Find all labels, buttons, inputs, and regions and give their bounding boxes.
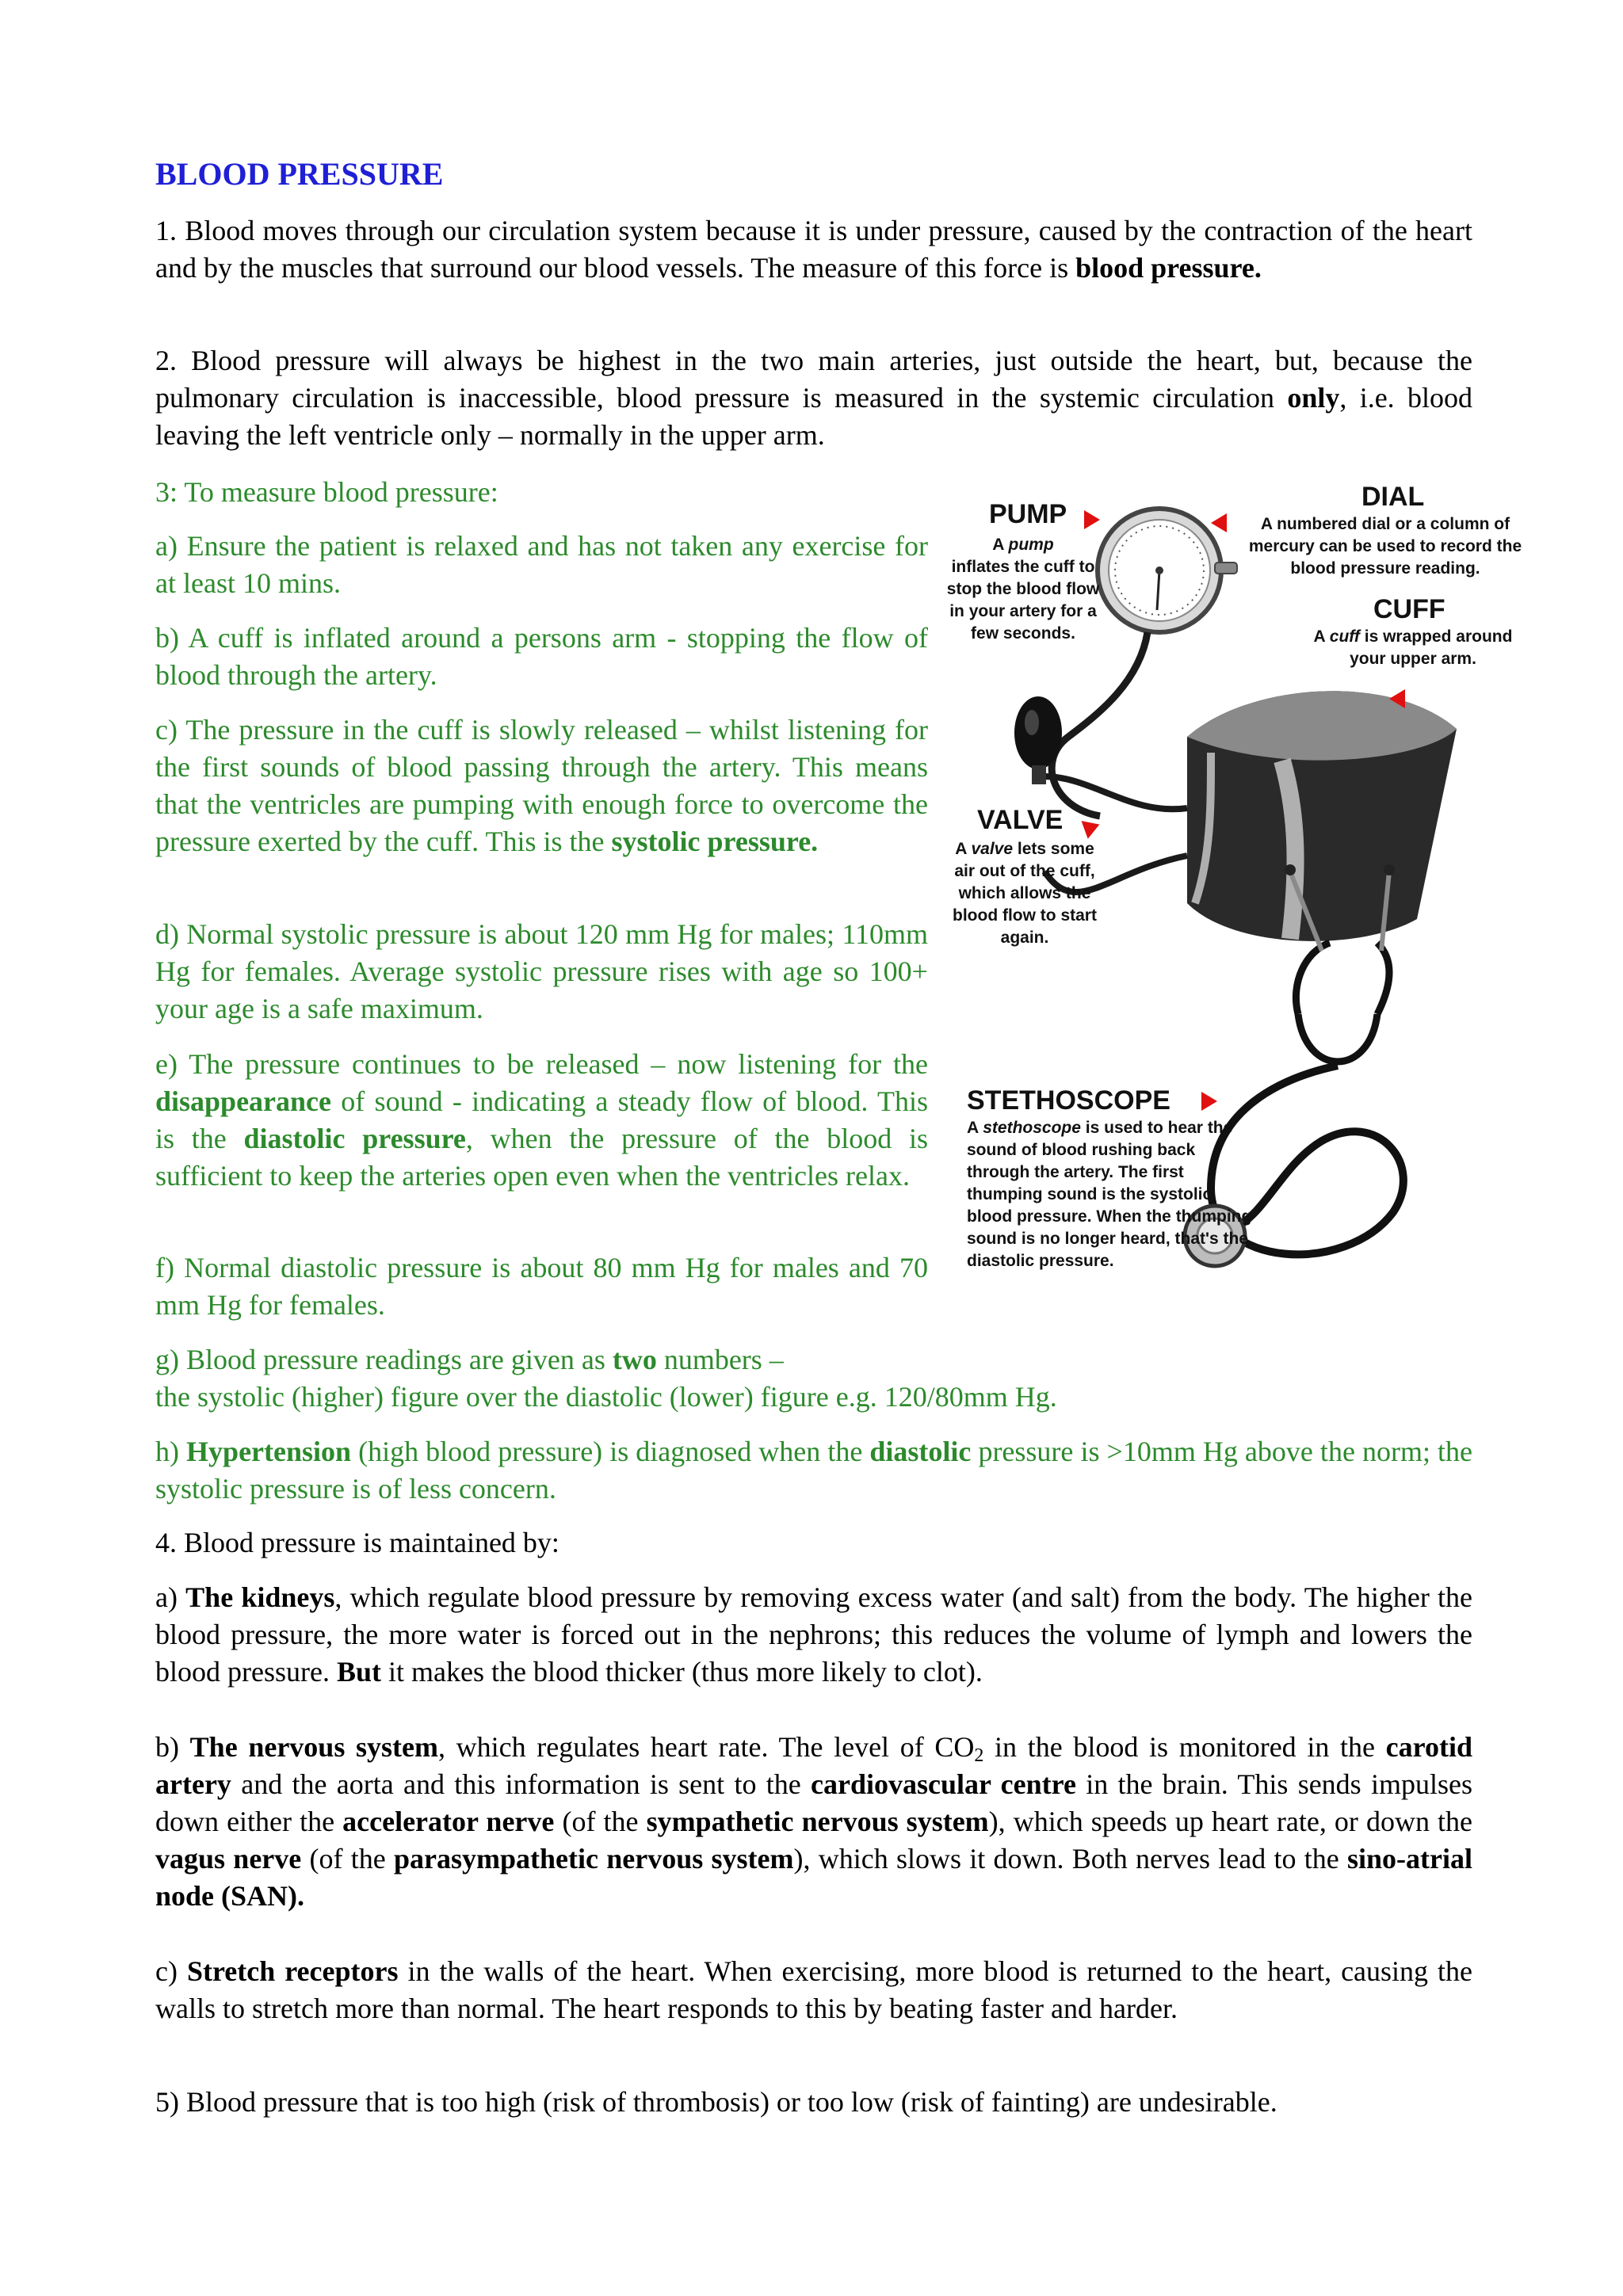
- dial-arrow-icon: [1211, 513, 1227, 532]
- bold-term: diastolic: [869, 1436, 972, 1467]
- bold-term: vagus nerve: [155, 1843, 302, 1875]
- dial-title: DIAL: [1361, 482, 1425, 512]
- bold-term: Stretch receptors: [186, 1955, 399, 1987]
- paragraph-4a: a) The kidneys, which regulate blood pressure by removing excess water (and salt) from the body. The higher the blood pressure, the more water is forced out in the nephrons; this reduces the volume of lymph and lowers the blood pressure. But it makes the blood thicker (thus more likely to clot).: [155, 1581, 1472, 1688]
- paragraph-1: 1. Blood moves through our circulation system because it is under pressure, caused by the contraction of the heart and by the muscles that surround our blood vessels. The measure of this force is blood pressure.: [155, 215, 1472, 284]
- page-title: BLOOD PRESSURE: [155, 156, 444, 192]
- paragraph-3f: f) Normal diastolic pressure is about 80 mm Hg for males and 70 mm Hg for females.: [155, 1252, 928, 1321]
- paragraph-3c: c) The pressure in the cuff is slowly released – whilst listening for the first sounds of blood passing through the artery. This means that the ventricles are pumping with enough force to overcome the pressure exerted by the cuff. This is the systolic pressure.: [155, 714, 928, 857]
- pump-title: PUMP: [989, 499, 1067, 529]
- bold-term: sino-atrial node (SAN).: [155, 1843, 1472, 1912]
- stethoscope-description: A stethoscope is used to hear the sound of blood rushing back through the artery. The first thumping sound is the systolic blood pressure. When the thumping sound is no longer heard, that's the diastolic pressure.: [967, 1119, 1252, 1270]
- cuff-icon: [1187, 691, 1457, 941]
- paragraph-3a: a) Ensure the patient is relaxed and has not taken any exercise for at least 10 mins.: [155, 530, 928, 599]
- stethoscope-title: STETHOSCOPE: [967, 1085, 1170, 1116]
- bold-term: systolic pressure.: [611, 826, 819, 857]
- bold-term: blood pressure.: [1075, 252, 1262, 284]
- paragraph-3d: d) Normal systolic pressure is about 120 mm Hg for males; 110mm Hg for females. Average systolic pressure rises with age so 100+ your age is a safe maximum.: [155, 918, 928, 1024]
- bold-term: only: [1287, 382, 1340, 414]
- valve-description: A valve lets some air out of the cuff, which allows the blood flow to start again.: [953, 840, 1097, 947]
- bold-term: accelerator nerve: [342, 1806, 555, 1837]
- dial-gauge-icon: [1098, 509, 1237, 632]
- paragraph-3-heading: 3: To measure blood pressure:: [155, 476, 498, 508]
- bold-term: diastolic pressure: [243, 1123, 466, 1154]
- paragraph-4c: c) Stretch receptors in the walls of the heart. When exercising, more blood is returned to the heart, causing the walls to stretch more than normal. The heart responds to this by beating faster and harder.: [155, 1955, 1472, 2024]
- paragraph-4: 4. Blood pressure is maintained by:: [155, 1527, 559, 1558]
- cuff-title: CUFF: [1373, 594, 1445, 624]
- stethoscope-arrow-icon: [1201, 1092, 1217, 1111]
- paragraph-3g-line2: the systolic (higher) figure over the diastolic (lower) figure e.g. 120/80mm Hg.: [155, 1381, 1057, 1413]
- paragraph-3b: b) A cuff is inflated around a persons arm - stopping the flow of blood through the artery.: [155, 622, 928, 691]
- paragraph-5: 5) Blood pressure that is too high (risk of thrombosis) or too low (risk of fainting) are undesirable.: [155, 2086, 1277, 2118]
- bold-term: sympathetic nervous system: [646, 1806, 989, 1837]
- pump-arrow-icon: [1084, 510, 1100, 529]
- subscript: 2: [974, 1745, 984, 1766]
- paragraph-3h: h) Hypertension (high blood pressure) is diagnosed when the diastolic pressure is >10mm Hg above the norm; the systolic pressure is of less concern.: [155, 1436, 1472, 1505]
- paragraph-3g-line1: g) Blood pressure readings are given as two numbers –: [155, 1344, 784, 1375]
- bold-term: carotid artery: [155, 1731, 1472, 1800]
- bold-term: cardiovascular centre: [811, 1768, 1076, 1800]
- bold-term: parasympathetic nervous system: [394, 1843, 794, 1875]
- bold-term: Hypertension: [186, 1436, 352, 1467]
- bold-term: two: [612, 1344, 657, 1375]
- paragraph-4b: b) The nervous system, which regulates heart rate. The level of $CO_2$ in the blood is monitored in the carotid artery and the aorta and this information is sent to the cardiovascular centre in the brain. This sends impulses down either the accelerator nerve (of the sympathetic nervous system), which speeds up heart rate, or down the vagus nerve (of the parasympathetic nervous system), which slows it down. Both nerves lead to the sino-atrial node (SAN).: [155, 1731, 1473, 1912]
- bold-term: The nervous system: [189, 1731, 438, 1763]
- bold-term: disappearance: [155, 1085, 332, 1117]
- bold-term: But: [336, 1656, 381, 1688]
- bold-term: The kidneys: [185, 1581, 335, 1613]
- cuff-description: A cuff is wrapped around your upper arm.: [1313, 627, 1513, 668]
- valve-arrow-icon: [1081, 815, 1102, 838]
- paragraph-3e: e) The pressure continues to be released – now listening for the disappearance of sound - indicating a steady flow of blood. This is the diastolic pressure, when the pressure of the blood is sufficient to keep the arteries open even when the ventricles relax.: [155, 1048, 928, 1192]
- dial-description: A numbered dial or a column of mercury can be used to record the blood pressure reading.: [1248, 515, 1522, 578]
- valve-title: VALVE: [977, 805, 1064, 835]
- blood-pressure-equipment-figure: [946, 475, 1552, 1347]
- paragraph-2: 2. Blood pressure will always be highest in the two main arteries, just outside the heart, but, because the pulmonary circulation is inaccessible, blood pressure is measured in the systemic circulation only, i.e. blood leaving the left ventricle only – normally in the upper arm.: [155, 345, 1472, 451]
- pump-description: A pump inflates the cuff to stop the blood flow in your artery for a few seconds.: [946, 536, 1100, 643]
